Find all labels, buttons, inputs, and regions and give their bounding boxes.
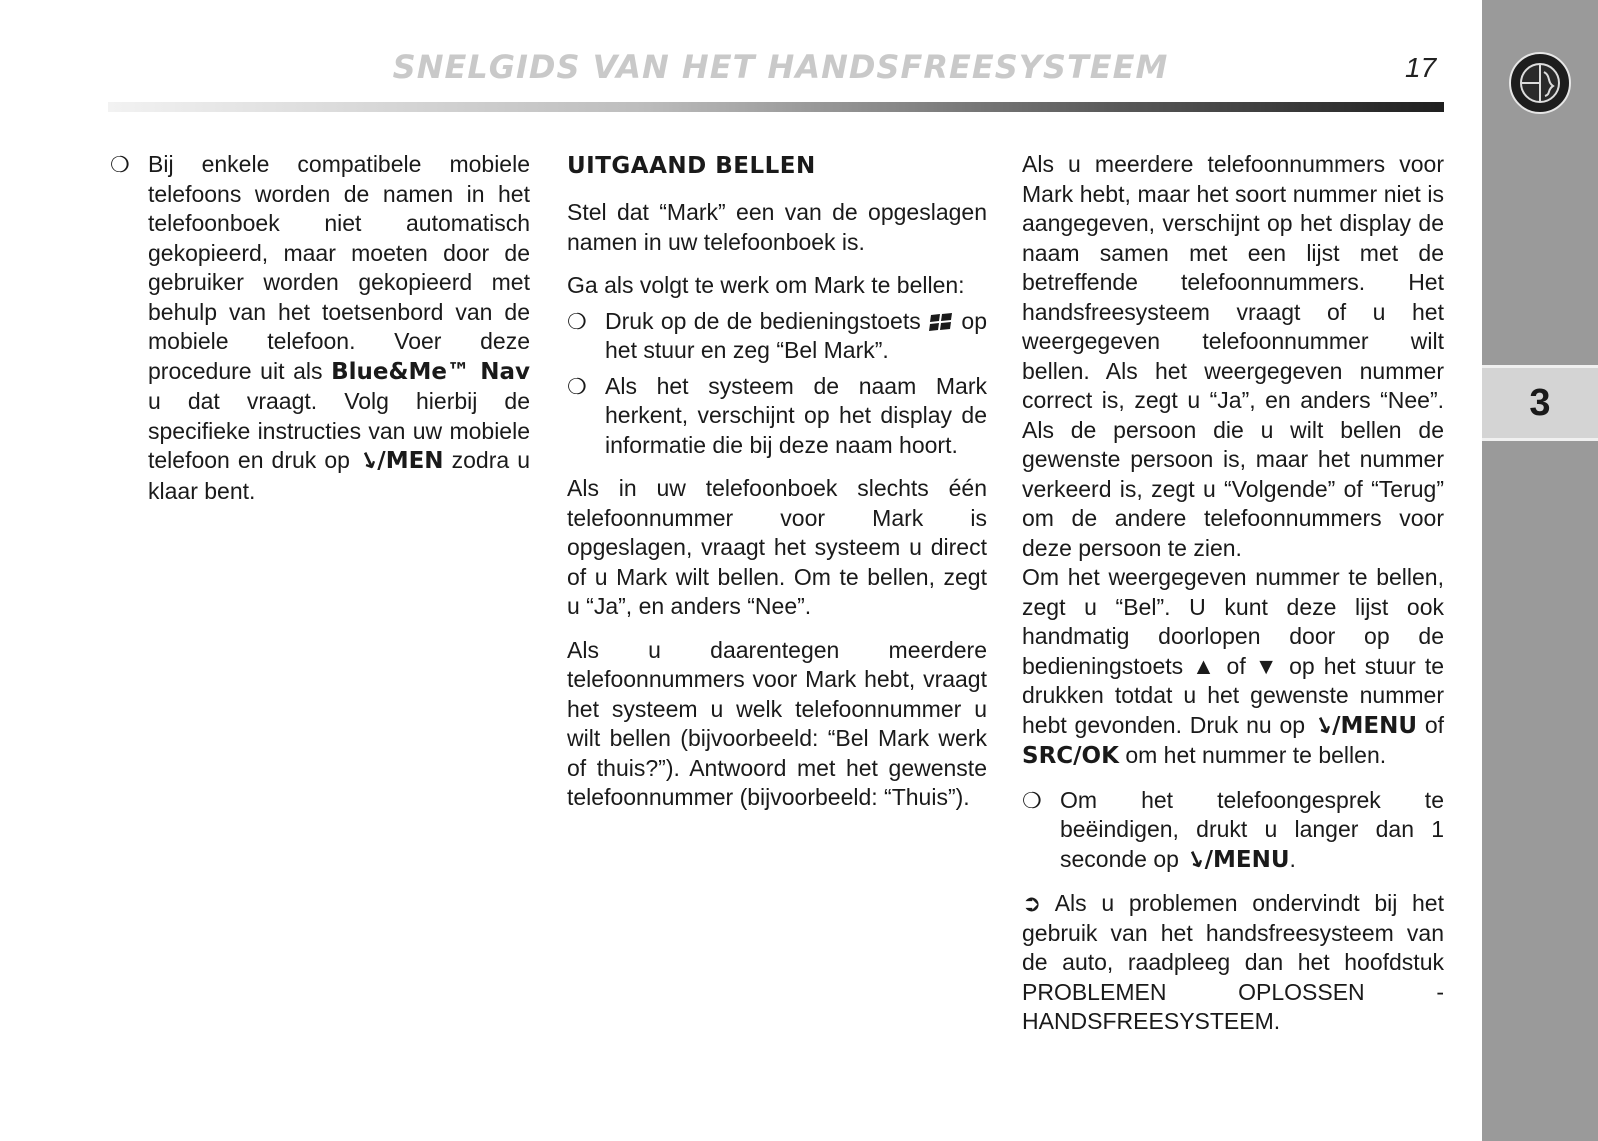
key-label: SRC/OK: [1022, 743, 1119, 769]
phone-icon: ↘: [354, 445, 382, 477]
key-label: /MEN: [377, 448, 444, 474]
brand-logo: [1509, 52, 1571, 114]
page-header-title: SNELGIDS VAN HET HANDSFREESYSTEEM: [392, 48, 1169, 86]
up-arrow-icon: ▲: [1192, 652, 1218, 679]
note-paragraph: ➲ Als u problemen ondervindt bij het gebruik van het handsfreesysteem van de auto, raadpleeg dan het hoofdstuk PROBLEMEN OPLOSSEN - HANDSFREESYSTEEM.: [1022, 890, 1444, 1034]
brand-name: Blue&Me™ Nav: [331, 358, 530, 385]
list-item: ❍ Bij enkele compatibele mobiele telefoons worden de namen in het telefoonboek niet automatisch gekopieerd, maar moeten door de gebruiker worden gekopieerd met behulp van het toetsenbord van de mobiele telefoon. Voer deze procedure uit als Blue&Me™ Nav u dat vraagt. Volg hierbij de specifieke instructies van uw mobiele telefoon en druk op ↘/MEN zodra u klaar bent.: [110, 151, 530, 504]
bullet-circle-icon: ❍: [567, 308, 587, 334]
column-1: [110, 150, 530, 520]
key-label: /MENU: [1204, 846, 1290, 873]
side-strip: [1482, 0, 1598, 1141]
paragraph: Als u meerdere telefoonnummers voor Mark hebt, maar het soort nummer niet is aangegeven, verschijnt op het display de naam samen met een lijst met de betreffende telefoonnummers. Het handsfreesysteem vraagt of u het weergegeven telefoonnummer wilt bellen. Als het weergegeven nummer correct is, zegt u “Ja”, en anders “Nee”. Als de persoon die u wilt bellen de gewenste persoon is, maar het nummer verkeerd is, zegt u “Volgende” of “Terug” om de andere telefoonnummers voor deze persoon te zien.: [1022, 151, 1444, 561]
bullet-circle-icon: ❍: [567, 373, 587, 399]
arrow-note-icon: ➲: [1022, 890, 1042, 916]
list-item: ❍ Als het systeem de naam Mark herkent, verschijnt op het display de informatie die bij deze naam hoort.: [567, 372, 987, 458]
list-item: ❍ Om het telefoongesprek te beëindigen, drukt u langer dan 1 seconde op ↘/MENU.: [1022, 786, 1444, 876]
phone-icon: ↘: [1309, 710, 1337, 742]
paragraph: Als u daarentegen meerdere telefoonnummers voor Mark hebt, vraagt het systeem u welk telefoonnummer u wilt bellen (bijvoorbeeld: “Bel Mark werk of thuis?”). Antwoord met het gewenste telefoonnummer (bijvoorbeeld: “Thuis”).: [567, 636, 987, 810]
list-item: ❍ Druk op de de bedieningstoets op het stuur en zeg “Bel Mark”.: [567, 307, 987, 363]
section-title: UITGAAND BELLEN: [567, 153, 816, 179]
bullet-circle-icon: ❍: [1022, 787, 1042, 813]
paragraph: Ga als volgt te werk om Mark te bellen:: [567, 272, 965, 298]
phone-icon: ↘: [1181, 844, 1209, 876]
page-number: 17: [1405, 52, 1437, 83]
paragraph: Als in uw telefoonboek slechts één telefoonnummer voor Mark is opgeslagen, vraagt het systeem u direct of u Mark wilt bellen. Om te bellen, zegt u “Ja”, en anders “Nee”.: [567, 475, 987, 619]
header-rule: [108, 102, 1444, 112]
column-2: [567, 150, 987, 827]
key-label: /MENU: [1332, 712, 1418, 739]
column-3: [1022, 150, 1444, 1051]
voice-key-icon: [928, 312, 954, 332]
paragraph: Om het weergegeven nummer te bellen, zegt u “Bel”. U kunt deze lijst ook handmatig doorlopen door op de bedieningstoets ▲ of ▼ op het stuur te drukken totdat u het gewenste nummer hebt gevonden. Druk nu op ↘/MENU of SRC/OK om het nummer te bellen.: [1022, 564, 1445, 769]
paragraph: Stel dat “Mark” een van de opgeslagen namen in uw telefoonboek is.: [567, 199, 987, 255]
down-arrow-icon: ▼: [1254, 652, 1281, 679]
chapter-tab[interactable]: 3: [1482, 365, 1598, 441]
brand-logo-icon: [1511, 54, 1569, 112]
bullet-circle-icon: ❍: [110, 152, 130, 177]
